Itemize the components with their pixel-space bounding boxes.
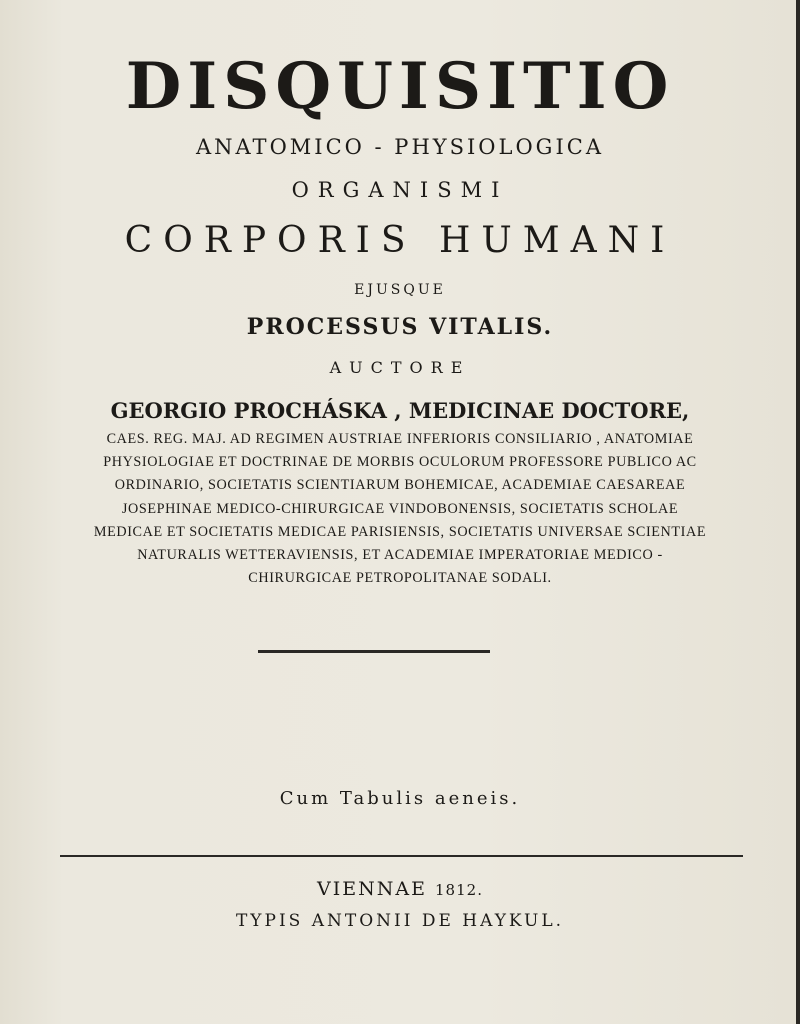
subtitle-anatomico-physiologica: ANATOMICO - PHYSIOLOGICA <box>196 135 604 159</box>
imprint-printer: TYPIS ANTONII DE HAYKUL. <box>235 911 565 931</box>
imprint-place-date <box>0 878 800 900</box>
subtitle-processus-vitalis: PROCESSUS VITALIS. <box>246 314 554 340</box>
auctore-label: AUCTORE <box>329 358 471 377</box>
subtitle-ejusque: EJUSQUE <box>354 282 446 298</box>
imprint-year: 1812. <box>435 881 483 899</box>
book-title: DISQUISITIO <box>125 49 675 124</box>
subtitle-corporis-humani: CORPORIS HUMANI <box>124 220 676 261</box>
plates-note: Cum Tabulis aeneis. <box>279 788 521 809</box>
imprint-rule <box>60 855 743 857</box>
ornamental-rule <box>258 650 490 653</box>
subtitle-organismi: ORGANISMI <box>291 178 509 202</box>
author-description: CAES. REG. MAJ. AD REGIMEN AUSTRIAE INFERIORIS CONSILIARIO , ANATOMIAE PHYSIOLOGIAE ET DOCTRINAE DE MORBIS OCULORUM PROFESSORE PUBLICO AC ORDINARIO, SOCIETATIS SCIENTIARUM BOHEMICAE, ACADEMIAE CAESAREAE JOSEPHINAE MEDICO-CHIRURGICAE VINDOBONENSIS, SOCIETATIS SCHOLAE MEDICAE ET SOCIETATIS MEDICAE PARISIENSIS, SOCIETATIS UNIVERSAE SCIENTIAE NATURALIS WETTERAVIENSIS, ET ACADEMIAE IMPERATORIAE MEDICO - CHIRURGICAE PETROPOLITANAE SODALI. <box>93 431 707 587</box>
imprint-city: VIENNAE <box>317 878 427 900</box>
author-name: GEORGIO PROCHÁSKA , MEDICINAE DOCTORE, <box>110 398 690 423</box>
